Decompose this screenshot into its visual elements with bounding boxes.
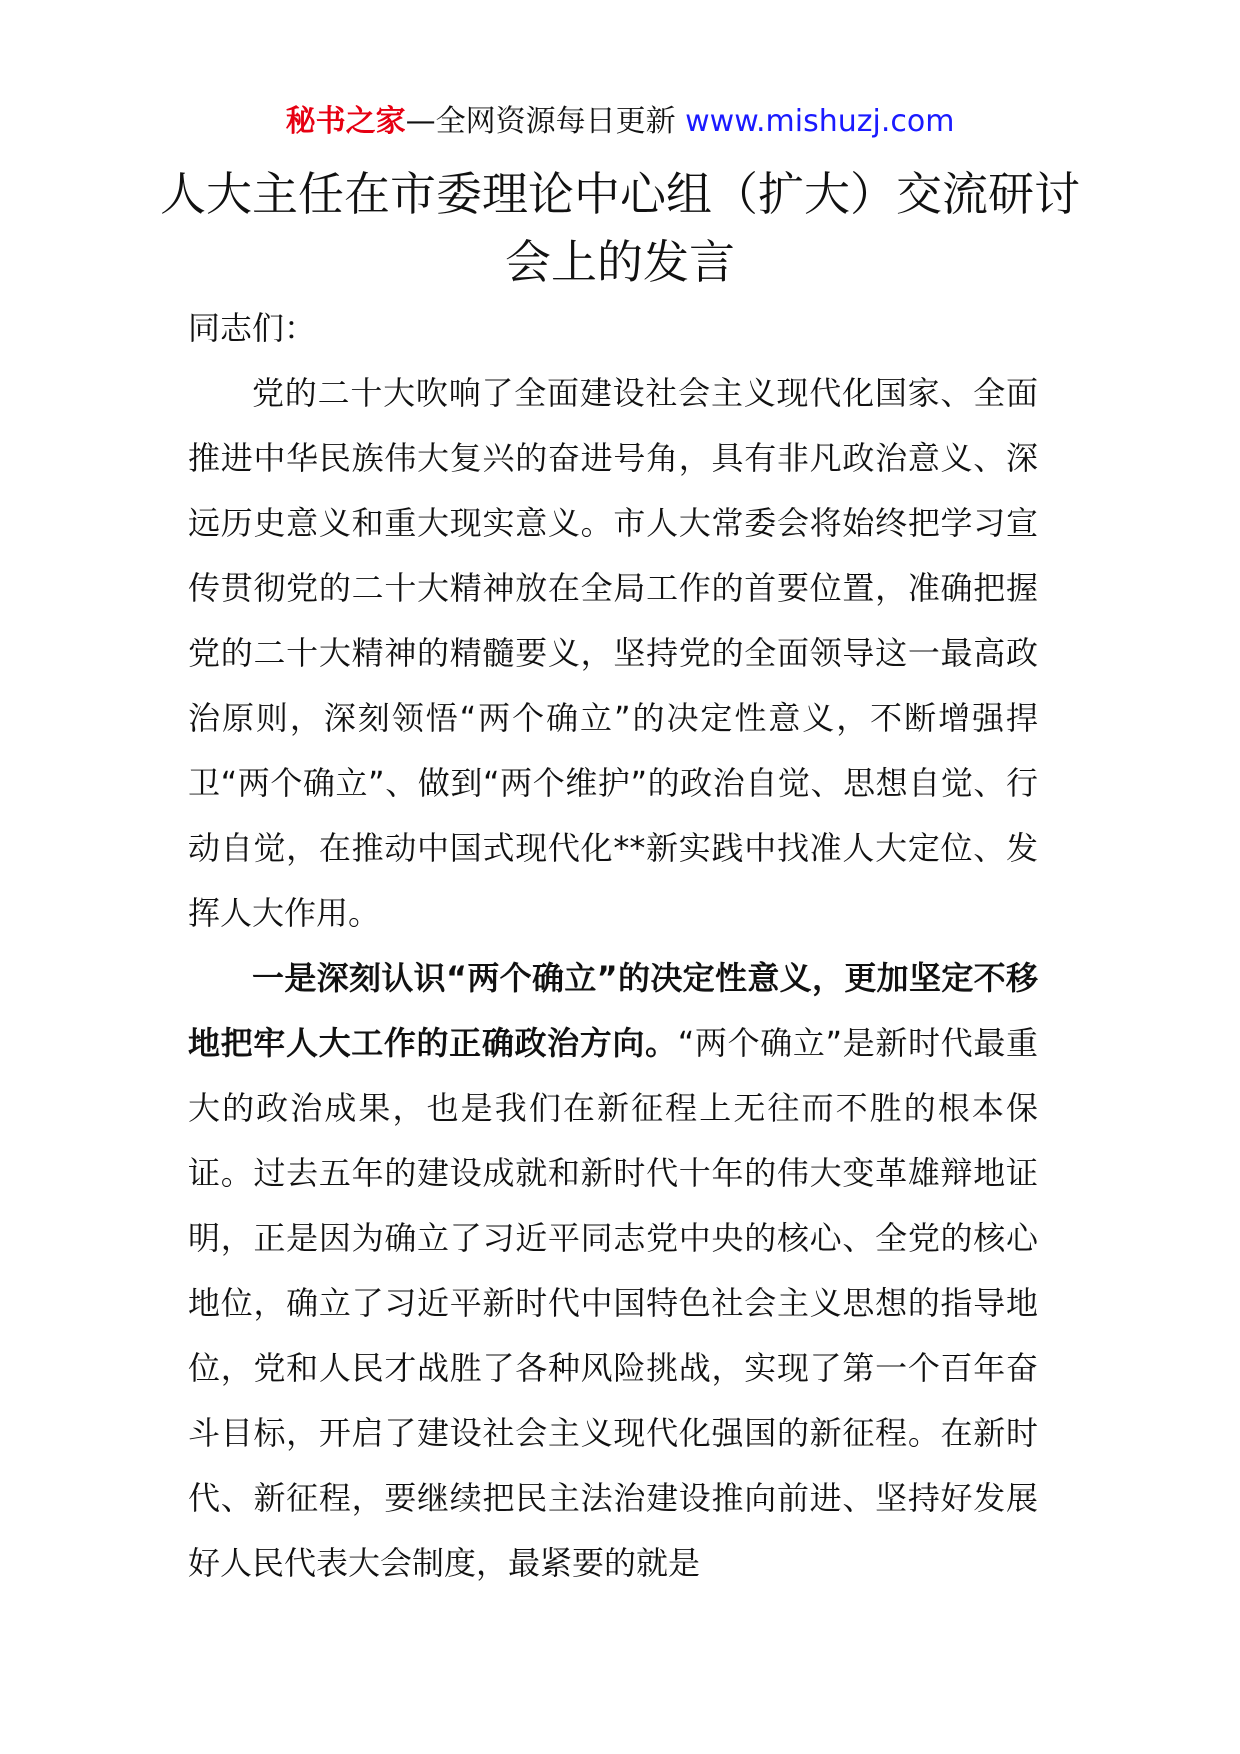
document-title: 人大主任在市委理论中心组（扩大）交流研讨会上的发言 — [160, 167, 1080, 289]
paragraph-2-lead: 一是深刻认识“两个确立”的决定性意义，更加坚定不移地把牢人大工作的正确政治方向。 — [188, 959, 1038, 1062]
paragraph-1-text: 党的二十大吹响了全面建设社会主义现代化国家、全面推进中华民族伟大复兴的奋进号角，具有非凡政治意义、深远历史意义和重大现实意义。市人大常委会将始终把学习宣传贯彻党的二十大精神放在全局工作的首要位置，准确把握党的二十大精神的精髓要义，坚持党的全面领导这一最高政治原则，深刻领悟“两个确立”的决定性意义，不断增强捍卫“两个确立”、做到“两个维护”的政治自觉、思想自觉、行动自觉，在推动中国式现代化**新实践中找准人大定位、发挥人大作用。 — [188, 374, 1038, 932]
site-url-link[interactable]: www.mishuzj.com — [685, 104, 955, 139]
paragraph-2-text: “两个确立”是新时代最重大的政治成果，也是我们在新征程上无往而不胜的根本保证。过去五年的建设成就和新时代十年的伟大变革雄辩地证明，正是因为确立了习近平同志党中央的核心、全党的核心地位，确立了习近平新时代中国特色社会主义思想的指导地位，党和人民才战胜了各种风险挑战，实现了第一个百年奋斗目标，开启了建设社会主义现代化强国的新征程。在新时代、新征程，要继续把民主法治建设推向前进、坚持好发展好人民代表大会制度，最紧要的就是 — [188, 1024, 1038, 1582]
brand-name: 秘书之家 — [285, 104, 406, 139]
header-tagline: —全网资源每日更新 — [405, 104, 676, 139]
salutation: 同志们： — [188, 309, 317, 347]
document-body — [188, 296, 1038, 1596]
paragraph-1 — [188, 361, 1038, 946]
site-header — [0, 100, 1240, 144]
paragraph-2 — [188, 946, 1038, 1596]
